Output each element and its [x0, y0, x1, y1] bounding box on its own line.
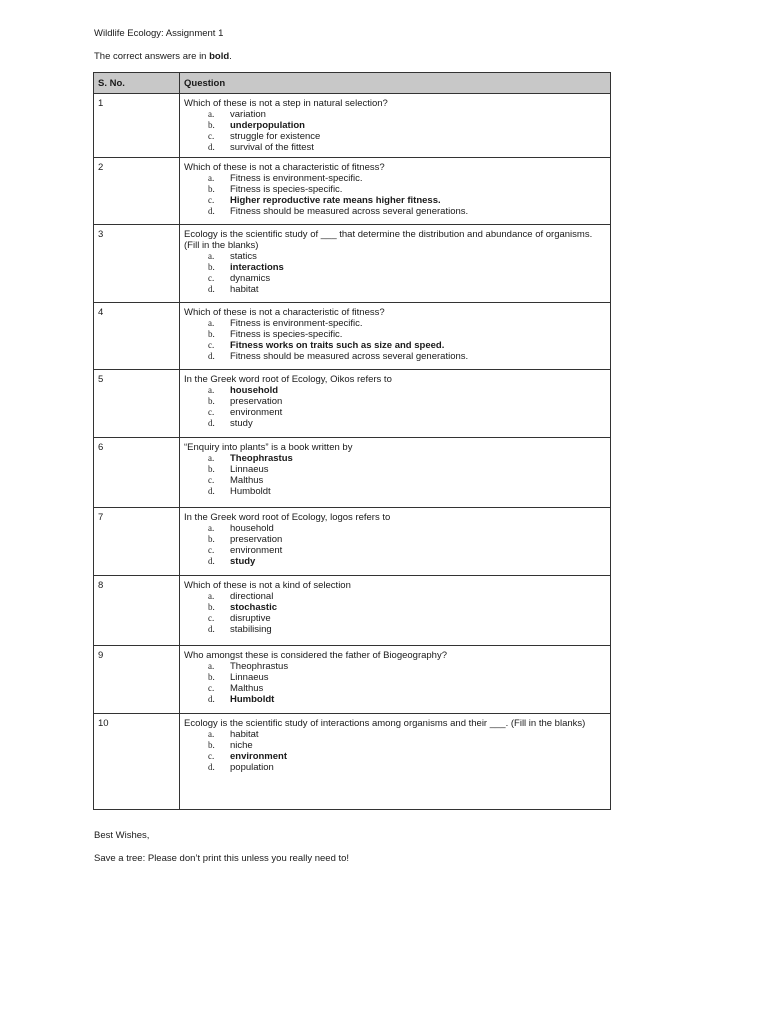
question-cell [180, 508, 611, 576]
closing-text: Best Wishes, [94, 830, 150, 841]
option-text: Fitness is species-specific. [230, 184, 343, 195]
option-text: disruptive [230, 613, 271, 624]
table-row [94, 508, 611, 576]
option-letter: b. [208, 396, 215, 406]
answer-table [93, 72, 611, 810]
question-cell [180, 576, 611, 646]
option-list [184, 453, 606, 497]
option-letter: a. [208, 453, 215, 463]
document-title: Wildlife Ecology: Assignment 1 [94, 28, 224, 39]
option-list [184, 109, 606, 153]
option-item [184, 591, 606, 602]
option-letter: b. [208, 184, 215, 194]
option-list [184, 523, 606, 567]
option-letter: c. [208, 751, 215, 761]
option-item [184, 613, 606, 624]
option-letter: d. [208, 418, 215, 428]
option-list [184, 251, 606, 295]
option-text: struggle for existence [230, 131, 321, 142]
option-letter: a. [208, 591, 215, 601]
correct-option [184, 694, 606, 705]
option-item [184, 418, 606, 429]
serial-number-cell: 2 [94, 158, 180, 225]
question-text: Ecology is the scientific study of interactions among organisms and their ___. (Fill in the blanks) [184, 718, 586, 729]
option-text: Malthus [230, 475, 264, 486]
option-item [184, 475, 606, 486]
option-text: habitat [230, 284, 259, 295]
option-letter: c. [208, 407, 215, 417]
option-letter: b. [208, 672, 215, 682]
option-letter: c. [208, 195, 215, 205]
option-item [184, 464, 606, 475]
option-item [184, 545, 606, 556]
option-text: Fitness should be measured across several generations. [230, 206, 469, 217]
table-row [94, 646, 611, 714]
option-text: Theophrastus [230, 453, 293, 464]
question-text: Which of these is not a characteristic of fitness? [184, 162, 385, 173]
option-text: Higher reproductive rate means higher fitness. [230, 195, 441, 206]
correct-option [184, 120, 606, 131]
option-letter: d. [208, 486, 215, 496]
option-text: Fitness is environment-specific. [230, 173, 363, 184]
option-text: Fitness should be measured across several generations. [230, 351, 469, 362]
option-letter: c. [208, 683, 215, 693]
option-letter: b. [208, 534, 215, 544]
question-text: Which of these is not a characteristic of fitness? [184, 307, 385, 318]
option-letter: b. [208, 602, 215, 612]
option-item [184, 318, 606, 329]
option-letter: d. [208, 351, 215, 361]
option-item [184, 284, 606, 295]
option-text: survival of the fittest [230, 142, 314, 153]
option-text: study [230, 418, 253, 429]
option-item [184, 407, 606, 418]
option-item [184, 762, 606, 773]
correct-option [184, 556, 606, 567]
option-letter: c. [208, 273, 215, 283]
option-text: interactions [230, 262, 284, 273]
table-body [94, 94, 611, 810]
option-text: Linnaeus [230, 672, 269, 683]
header-serial-number: S. No. [94, 73, 180, 94]
option-letter: d. [208, 694, 215, 704]
correct-option [184, 262, 606, 273]
option-text: Linnaeus [230, 464, 269, 475]
correct-option [184, 602, 606, 613]
option-item [184, 740, 606, 751]
option-text: environment [230, 545, 283, 556]
serial-number-cell: 4 [94, 303, 180, 370]
option-letter: c. [208, 340, 215, 350]
intro-suffix: . [229, 51, 232, 62]
question-cell [180, 714, 611, 810]
option-letter: a. [208, 729, 215, 739]
option-item [184, 251, 606, 262]
option-item [184, 273, 606, 284]
option-letter: b. [208, 740, 215, 750]
option-text: preservation [230, 534, 283, 545]
option-text: directional [230, 591, 274, 602]
option-letter: d. [208, 762, 215, 772]
question-cell [180, 646, 611, 714]
intro-bold: bold [209, 51, 230, 62]
option-letter: b. [208, 120, 215, 130]
option-text: variation [230, 109, 266, 120]
question-cell [180, 94, 611, 158]
option-text: preservation [230, 396, 283, 407]
option-item [184, 109, 606, 120]
option-letter: a. [208, 318, 215, 328]
table-row [94, 303, 611, 370]
option-item [184, 683, 606, 694]
option-item [184, 329, 606, 340]
serial-number-cell: 5 [94, 370, 180, 438]
option-item [184, 534, 606, 545]
intro-prefix: The correct answers are in [94, 51, 210, 62]
option-text: environment [230, 407, 283, 418]
option-letter: c. [208, 613, 215, 623]
question-text: Which of these is not a step in natural selection? [184, 98, 388, 109]
option-item [184, 396, 606, 407]
table-row [94, 576, 611, 646]
option-item [184, 624, 606, 635]
option-list [184, 385, 606, 429]
option-text: Fitness is environment-specific. [230, 318, 363, 329]
serial-number-cell: 8 [94, 576, 180, 646]
serial-number-cell: 9 [94, 646, 180, 714]
option-letter: a. [208, 385, 215, 395]
table-row [94, 225, 611, 303]
option-text: environment [230, 751, 288, 762]
option-list [184, 591, 606, 635]
option-item [184, 351, 606, 362]
question-text: Which of these is not a kind of selection [184, 580, 351, 591]
option-letter: d. [208, 624, 215, 634]
option-letter: b. [208, 262, 215, 272]
option-letter: a. [208, 523, 215, 533]
option-letter: a. [208, 109, 215, 119]
footer-note: Save a tree: Please don’t print this unless you really need to! [94, 853, 350, 864]
option-text: Malthus [230, 683, 264, 694]
option-text: niche [230, 740, 253, 751]
option-letter: d. [208, 206, 215, 216]
option-item [184, 661, 606, 672]
correct-option [184, 751, 606, 762]
option-item [184, 523, 606, 534]
question-text: “Enquiry into plants” is a book written by [184, 442, 353, 453]
question-cell [180, 303, 611, 370]
option-item [184, 131, 606, 142]
option-text: Fitness works on traits such as size and speed. [230, 340, 445, 351]
option-text: household [230, 385, 279, 396]
option-letter: b. [208, 329, 215, 339]
option-text: household [230, 523, 274, 534]
option-list [184, 173, 606, 217]
option-text: habitat [230, 729, 259, 740]
serial-number-cell: 1 [94, 94, 180, 158]
option-item [184, 142, 606, 153]
intro-text [94, 51, 232, 62]
option-text: Humboldt [230, 486, 271, 497]
option-text: underpopulation [230, 120, 305, 131]
header-question: Question [180, 73, 611, 94]
option-letter: d. [208, 556, 215, 566]
option-item [184, 486, 606, 497]
option-text: study [230, 556, 256, 567]
option-text: Fitness is species-specific. [230, 329, 343, 340]
option-text: Humboldt [230, 694, 275, 705]
option-letter: d. [208, 142, 215, 152]
option-item [184, 672, 606, 683]
table-row [94, 714, 611, 810]
correct-option [184, 385, 606, 396]
option-text: stochastic [230, 602, 277, 613]
option-text: dynamics [230, 273, 271, 284]
option-letter: a. [208, 661, 215, 671]
option-item [184, 729, 606, 740]
question-cell [180, 225, 611, 303]
correct-option [184, 453, 606, 464]
question-text: Ecology is the scientific study of ___ that determine the distribution and abundance of organisms. (Fill in the blanks) [184, 229, 593, 251]
question-cell [180, 158, 611, 225]
option-letter: a. [208, 173, 215, 183]
serial-number-cell: 7 [94, 508, 180, 576]
table-header-row [94, 73, 611, 94]
question-text: In the Greek word root of Ecology, logos refers to [184, 512, 391, 523]
question-cell [180, 370, 611, 438]
option-item [184, 184, 606, 195]
serial-number-cell: 3 [94, 225, 180, 303]
table-row [94, 370, 611, 438]
option-list [184, 318, 606, 362]
table-row [94, 158, 611, 225]
serial-number-cell: 6 [94, 438, 180, 508]
option-item [184, 173, 606, 184]
table-row [94, 94, 611, 158]
option-letter: c. [208, 131, 215, 141]
option-text: stabilising [230, 624, 272, 635]
question-cell [180, 438, 611, 508]
option-letter: a. [208, 251, 215, 261]
correct-option [184, 340, 606, 351]
option-letter: d. [208, 284, 215, 294]
option-text: statics [230, 251, 257, 262]
option-text: Theophrastus [230, 661, 289, 672]
option-letter: b. [208, 464, 215, 474]
table-row [94, 438, 611, 508]
option-letter: c. [208, 545, 215, 555]
option-letter: c. [208, 475, 215, 485]
question-text: In the Greek word root of Ecology, Oikos refers to [184, 374, 392, 385]
option-list [184, 729, 606, 773]
option-text: population [230, 762, 274, 773]
option-list [184, 661, 606, 705]
option-item [184, 206, 606, 217]
serial-number-cell: 10 [94, 714, 180, 810]
question-text: Who amongst these is considered the father of Biogeography? [184, 650, 447, 661]
correct-option [184, 195, 606, 206]
